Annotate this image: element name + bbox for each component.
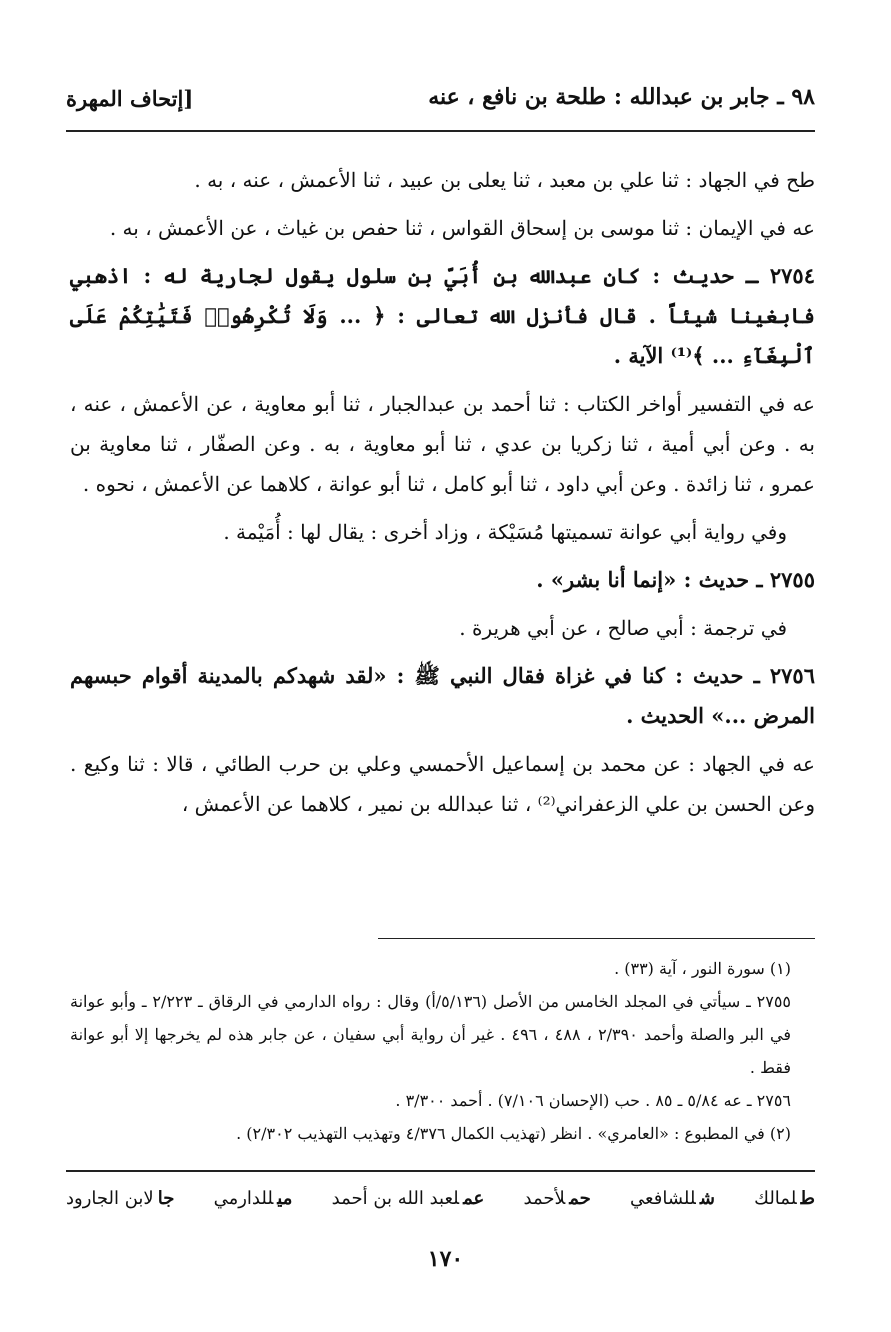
key-item <box>524 1188 591 1209</box>
key-text: لمالك <box>754 1188 797 1209</box>
paragraph-tarjama: في ترجمة : أبي صالح ، عن أبي هريرة . <box>459 616 787 640</box>
key-item <box>66 1188 174 1209</box>
key-item <box>332 1188 485 1209</box>
paragraph-chain-ah-iman: عه في الإيمان : ثنا موسى بن إسحاق القواس ، ثنا حفص بن غياث ، عن الأعمش ، به . <box>109 216 815 240</box>
running-header-title: ٩٨ ـ جابر بن عبدالله : طلحة بن نافع ، عنه <box>428 84 815 110</box>
main-text <box>70 160 815 832</box>
key-item <box>754 1188 815 1209</box>
key-code: مي <box>277 1188 293 1209</box>
key-code: ش <box>699 1188 715 1209</box>
key-code: جا <box>157 1188 175 1209</box>
key-text: للشافعي <box>630 1188 696 1209</box>
paragraph-chain-tah: طح في الجهاد : ثنا علي بن معبد ، ثنا يعلى بن عبيد ، ثنا الأعمش ، عنه ، به . <box>194 168 815 192</box>
footnote-2755: ٢٧٥٥ ـ سيأتي في المجلد الخامس من الأصل (٥/١٣٦/أ) وقال : رواه الدارمي في الرقاق ـ ٢/٢٢٣ ـ وأبو عوانة في البر والصلة وأحمد ٢/٣٩٠ ، ٤٨٨ ، ٤٩٦ . غير أن رواية أبي سفيان ، عن جابر هذه لم يخرجها إلا أبو عوانة فقط . <box>70 992 792 1077</box>
footnote-2: (٢) في المطبوع : «العامري» . انظر (تهذيب الكمال ٤/٣٧٦ وتهذيب التهذيب ٢/٣٠٢) . <box>236 1124 791 1143</box>
key-code: حم <box>569 1188 591 1209</box>
footnote-2756: ٢٧٥٦ ـ عه ٥/٨٤ ـ ٨٥ . حب (الإحسان ٧/١٠٦) . أحمد ٣/٣٠٠ . <box>395 1091 791 1110</box>
page-number: ١٧٠ <box>427 1246 464 1272</box>
running-header-book: [إتحاف المهرة <box>66 86 194 111</box>
key-code: عم <box>463 1188 485 1209</box>
footnote-1: (١) سورة النور ، آية (٣٣) . <box>614 959 791 978</box>
paragraph-chain-ah-jihad: عه في الجهاد : عن محمد بن إسماعيل الأحمسي وعلي بن حرب الطائي ، قالا : ثنا وكيع . وعن الحسن بن علي الزعفراني⁽²⁾ ، ثنا عبدالله بن نمير ، كلاهما عن الأعمش ، <box>70 752 815 816</box>
paragraph-chain-ah-tafsir: عه في التفسير أواخر الكتاب : ثنا أحمد بن عبدالجبار ، ثنا أبو معاوية ، عن الأعمش ، عنه ، به . وعن أبي أمية ، ثنا زكريا بن عدي ، ثنا أبو معاوية ، به . وعن الصفّار ، ثنا معاوية بن عمرو ، ثنا زائدة . وعن أبي داود ، ثنا أبو كامل ، ثنا أبو عوانة ، كلاهما عن الأعمش ، نحوه . <box>70 392 815 496</box>
hadith-2755: ٢٧٥٥ ـ حديث : «إنما أنا بشر» . <box>536 567 815 592</box>
hadith-2756: ٢٧٥٦ ـ حديث : كنا في غزاة فقال النبي ﷺ : «لقد شهدكم بالمدينة أقوام حبسهم المرض ...» الحديث . <box>70 663 815 728</box>
key-item <box>630 1188 715 1209</box>
key-text: للدارمي <box>213 1188 274 1209</box>
footnotes <box>70 952 815 1150</box>
key-rule <box>66 1170 815 1172</box>
key-text: لأحمد <box>523 1188 566 1209</box>
paragraph-abu-awana-note: وفي رواية أبي عوانة تسميتها مُسَيْكة ، وزاد أخرى : يقال لها : أُمَيْمة . <box>223 520 787 544</box>
key-text: لابن الجارود <box>66 1188 154 1209</box>
key-code: ط <box>800 1188 815 1209</box>
abbreviation-key <box>66 1188 815 1209</box>
key-text: لعبد الله بن أحمد <box>331 1188 460 1209</box>
footnote-rule <box>378 938 815 939</box>
hadith-2754: ٢٧٥٤ ـ حديث : كان عبدالله بن أُبَيّ بن سلول يقول لجارية له : اذهبي فابغينا شيئاً . قال فأنزل الله تعالى : ﴿ ... وَلَا تُكْرِهُوا۟ فَتَيَٰتِكُمْ عَلَى ٱلْبِغَآءِ ... ﴾⁽¹⁾ الآية . <box>70 263 815 368</box>
key-item <box>214 1188 293 1209</box>
header-rule <box>66 130 815 132</box>
